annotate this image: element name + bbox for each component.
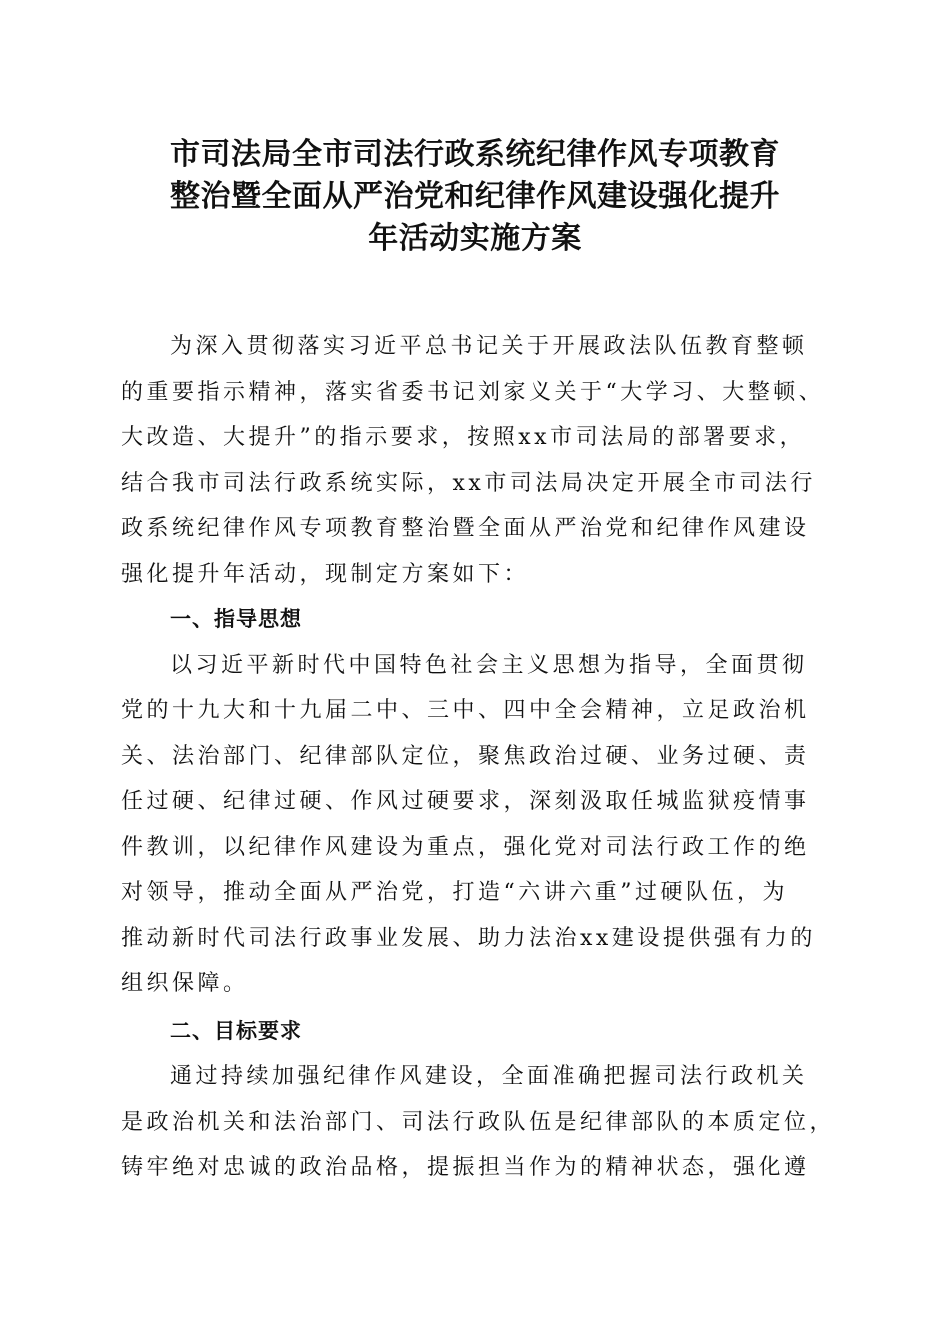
title-line: 整治暨全面从严治党和纪律作风建设强化提升 bbox=[170, 179, 780, 214]
title-line: 年活动实施方案 bbox=[368, 221, 582, 256]
paragraph-line: 通过持续加强纪律作风建设，全面准确把握司法行政机关 bbox=[170, 1064, 808, 1089]
paragraph-line: 对领导，推动全面从严治党，打造“六讲六重”过硬队伍，为 bbox=[121, 880, 788, 905]
document-title bbox=[100, 134, 850, 260]
paragraph-line: 政系统纪律作风专项教育整治暨全面从严治党和纪律作风建设 bbox=[121, 516, 810, 541]
paragraph-line: 推动新时代司法行政事业发展、助力法治xx建设提供强有力的 bbox=[121, 925, 816, 951]
paragraph-line: 组织保障。 bbox=[121, 971, 249, 996]
paragraph-line: 以习近平新时代中国特色社会主义思想为指导，全面贯彻 bbox=[170, 652, 808, 678]
section-heading-guiding-ideology: 一、指导思想 bbox=[170, 607, 302, 631]
paragraph-line: 件教训，以纪律作风建设为重点，强化党对司法行政工作的绝 bbox=[121, 834, 810, 860]
paragraph-line: 大改造、大提升”的指示要求，按照xx市司法局的部署要求， bbox=[121, 425, 806, 450]
title-line: 市司法局全市司法行政系统纪律作风专项教育 bbox=[170, 137, 780, 172]
paragraph-line: 结合我市司法行政系统实际，xx市司法局决定开展全市司法行 bbox=[121, 470, 816, 496]
document-body bbox=[121, 324, 836, 1191]
paragraph-line: 是政治机关和法治部门、司法行政队伍是纪律部队的本质定位， bbox=[121, 1109, 836, 1135]
paragraph-line: 为深入贯彻落实习近平总书记关于开展政法队伍教育整顿 bbox=[170, 334, 808, 359]
paragraph-line: 党的十九大和十九届二中、三中、四中全会精神，立足政治机 bbox=[121, 698, 810, 723]
paragraph-line: 强化提升年活动，现制定方案如下： bbox=[121, 561, 530, 587]
paragraph-line: 铸牢绝对忠诚的政治品格，提振担当作为的精神状态，强化遵 bbox=[121, 1155, 810, 1180]
paragraph-line: 关、法治部门、纪律部队定位，聚焦政治过硬、业务过硬、责 bbox=[121, 743, 810, 769]
intro-paragraph bbox=[121, 324, 831, 597]
paragraph-line: 任过硬、纪律过硬、作风过硬要求，深刻汲取任城监狱疫情事 bbox=[121, 789, 810, 814]
paragraph-line: 的重要指示精神，落实省委书记刘家义关于“大学习、大整顿、 bbox=[121, 379, 825, 405]
goals-paragraph bbox=[121, 1054, 836, 1191]
section-heading-goals: 二、目标要求 bbox=[170, 1018, 302, 1043]
guiding-ideology-paragraph bbox=[121, 643, 831, 1007]
